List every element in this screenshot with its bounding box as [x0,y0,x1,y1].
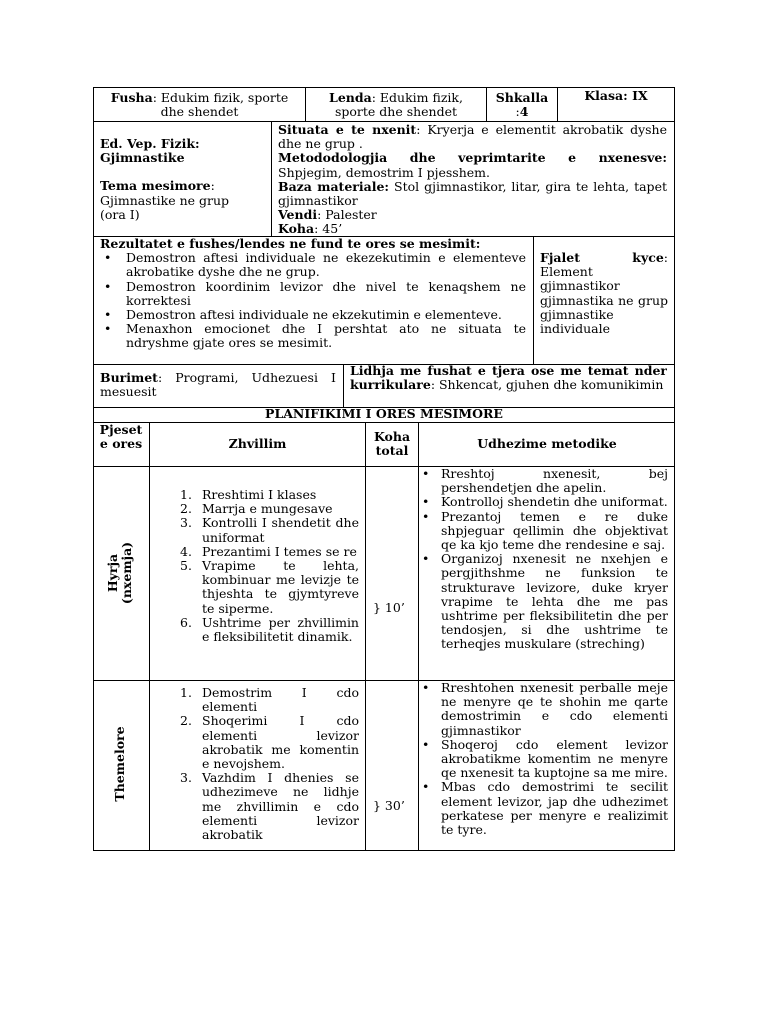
tema-label: Tema mesimore [100,178,211,194]
shkalla-sep: : [515,104,520,120]
list-item: 3. Vazhdim I dhenies se udhezimeve ne lidhje me zhvillimin e cdo elementi levizor akrobatik [180,770,359,843]
header-zhvillim: Zhvillim [228,436,287,451]
col-divider [271,121,272,236]
hyrja-udhezime [419,467,668,652]
shkalla-value: 4 [519,104,529,120]
list-item: • Organizoj nxenesit ne nxehjen e pergjithshme ne funksion te strukturave levizore, duke kryer vrapime te lehta dhe me pas ushtrime per fleksibilitetin dhe per tendosjen, si dhe ushtrime te terheqjes muskulare (streching) [419,552,668,651]
shkalla-label: Shkalla [495,90,549,105]
tema-line1: Gjimnastike ne grup [100,192,230,208]
shkalla-cell [490,91,554,119]
list-item: 1. Demostrim I cdo elementi [180,685,359,715]
list-item: • Rreshtoj nxenesit, bej pershendetjen dhe apelin. [419,467,668,495]
col-divider [343,364,344,407]
col-divider [557,87,558,121]
list-item: • Rreshtohen nxenesit perballe meje ne menyre qe te shohin me qarte demostrimin e cdo elementi gjimnastikor [419,681,668,738]
themelore-koha: } 30’ [373,798,405,813]
tema-colon: : [210,178,215,194]
burimet-label: Burimet [100,370,158,385]
list-item: 5. Vrapime te lehta, kombinuar me levizje te thjeshta te gjymtyreve te siperme. [180,558,359,616]
fjalet-text: Element gjimnastikor gjimnastika ne grup gjimnastike individuale [540,264,668,337]
baza-value: Stol gjimnastikor, litar, gira te lehta, tapet gjimnastikor [278,178,667,209]
lenda-cell [312,91,480,119]
lidhja-value: : Shkencat, gjuhen dhe komunikimin [430,377,664,393]
header-koha: Koha total [373,429,411,459]
themelore-label: Themelore [112,726,127,802]
list-item: 3. Kontrolli I shendetit dhe uniformat [180,515,359,545]
rezultatet-cell [100,237,526,351]
fusha-cell [100,91,299,119]
lenda-value: : Edukim fizik, sporte dhe shendet [334,90,463,120]
koha-value: : 45’ [314,221,343,237]
col-divider [533,236,534,364]
lidhja-label: Lidhja me fushat e tjera ose me temat nder kurrikulare [350,364,667,393]
col-divider [305,87,306,121]
hyrja-steps [150,488,359,644]
list-item: 4. Prezantimi I temes se re [180,543,357,559]
fjalet-cell [540,251,668,336]
hyrja-label: Hyrja (nxemja) [105,541,134,605]
planifikimi-title: PLANIFIKIMI I ORES MESIMORE [265,406,503,421]
fusha-value: : Edukim fizik, sporte dhe shendet [152,90,289,120]
gjimnastike-label: Gjimnastike [100,150,185,166]
list-item: • Demostron aftesi individuale ne ekzekutimin e elementeve. [100,308,526,322]
list-item: • Kontrolloj shendetin dhe uniformat. [419,495,668,509]
burimet-cell [100,371,336,399]
fusha-label: Fusha [110,90,153,105]
rezultatet-title: Rezultatet e fushes/lendes ne fund te ores se mesimit: [100,236,481,251]
lenda-label: Lenda [329,90,372,105]
baza-label: Baza materiale: [278,178,390,194]
list-item: • Menaxhon emocionet dhe I pershtat ato ne situata te ndryshme gjate ores se mesimit. [100,322,526,350]
fjalet-colon: : [663,250,668,265]
metodologjia-label: Metododologjia dhe veprimtarite e nxenesve: [278,150,667,166]
col-divider [365,422,366,851]
list-item: • Demostron aftesi individuale ne ekezekutimin e elementeve akrobatike dyshe dhe ne grup. [100,251,526,279]
lidhja-cell [350,364,667,407]
list-item: 6. Ushtrime per zhvillimin e fleksibilitetit dinamik. [180,614,359,645]
ed-vep-label: Ed. Vep. Fizik: [100,136,200,151]
koha-label: Koha [278,221,315,237]
situata-label: Situata e te nxenit [278,122,417,137]
klasa: Klasa: IX [584,88,648,103]
fjalet-label: Fjalet kyce [540,250,664,265]
burimet-value: : Programi, Udhezuesi I mesuesit [100,370,336,400]
header-pjeset: Pjeset e ores [99,422,143,452]
right-info-cell [278,123,667,237]
col-divider [486,87,487,121]
themelore-udhezime [419,681,668,837]
list-item: • Mbas cdo demostrimi te secilit element levizor, jap dhe udhezimet perkatese per menyre e realizimit te tyre. [419,780,668,837]
row-divider [93,422,675,423]
list-item: 2. Shoqerimi I cdo elementi levizor akrobatik me komentin e nevojshem. [180,713,359,772]
metodologjia-value: Shpjegim, demostrim I pjesshem. [278,164,490,180]
list-item: • Demostron koordinim levizor dhe nivel te kenaqshem ne korrektesi [100,280,526,308]
rezultatet-list [100,251,526,350]
vendi-label: Vendi [278,207,318,223]
hyrja-koha: } 10’ [373,600,405,615]
themelore-steps [150,686,359,842]
situata-value: : Kryerja e elementit akrobatik dyshe dhe ne grup . [278,122,668,152]
header-udhezime: Udhezime metodike [477,436,617,451]
tema-line2: (ora I) [100,206,140,222]
left-info-cell [100,137,266,222]
list-item: 2. Marrja e mungesave [180,501,333,517]
vendi-value: : Palester [317,207,377,223]
list-item: • Prezantoj temen e re duke shpjeguar qellimin dhe objektivat qe ka kjo teme dhe rendesine e saj. [419,510,668,553]
list-item: • Shoqeroj cdo element levizor akrobatikme komentim ne menyre qe nxenesit ta kuptojne sa me mire. [419,738,668,781]
list-item: 1. Rreshtimi I klases [180,487,317,502]
